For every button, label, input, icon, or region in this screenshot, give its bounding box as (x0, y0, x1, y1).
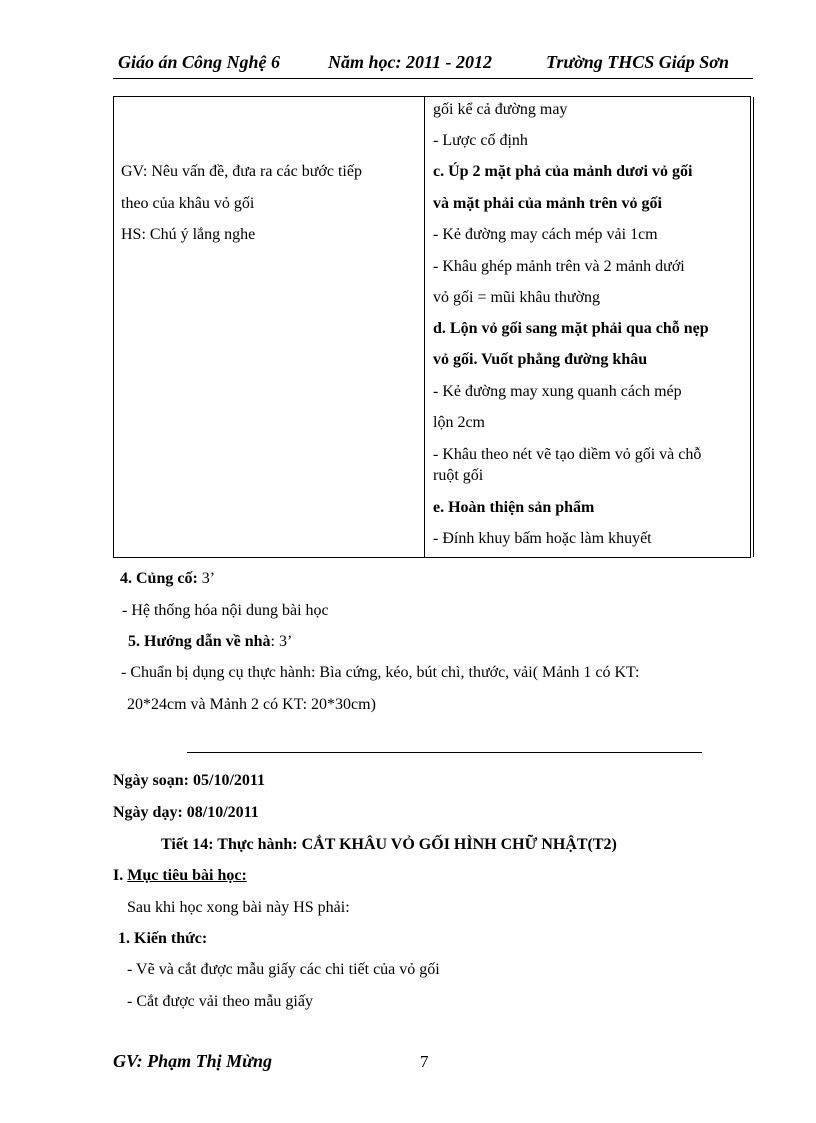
homework-line: - Chuẩn bị dụng cụ thực hành: Bìa cứng, kéo, bút chì, thước, vải( Mảnh 1 có KT: (121, 664, 640, 681)
objectives-title: Mục tiêu bài học: (127, 867, 247, 884)
right-cell-line: - Lược cố định (433, 132, 528, 149)
table-column-divider (424, 97, 425, 557)
left-cell-line: HS: Chú ý lắng nghe (121, 226, 256, 243)
right-cell-step-heading: và mặt phải của mảnh trên vỏ gối (433, 195, 662, 212)
right-cell-line: - Kẻ đường may xung quanh cách mép (433, 383, 682, 400)
right-cell-line: - Kẻ đường may cách mép vải 1cm (433, 226, 658, 243)
header-subject: Giáo án Công Nghệ 6 (118, 52, 281, 72)
section-homework (128, 633, 292, 651)
knowledge-heading: 1. Kiến thức: (118, 930, 208, 947)
section-consolidation-label: 4. Củng cố: (120, 570, 198, 587)
right-cell-line: vỏ gối = mũi khâu thường (433, 289, 601, 306)
section-homework-label: 5. Hướng dẫn về nhà (128, 633, 271, 650)
knowledge-item: - Vẽ và cắt được mẫu giấy các chi tiết của vỏ gối (127, 961, 440, 978)
objectives-prefix: I. (113, 867, 128, 884)
right-cell-step-heading: e. Hoàn thiện sản phẩm (433, 499, 595, 516)
table-right-edge (753, 97, 754, 557)
objectives-intro: Sau khi học xong bài này HS phải: (127, 899, 350, 916)
header-school: Trường THCS Giáp Sơn (546, 52, 729, 72)
teach-date: Ngày dạy: 08/10/2011 (113, 804, 259, 821)
prep-date: Ngày soạn: 05/10/2011 (113, 772, 266, 789)
homework-line: 20*24cm và Mảnh 2 có KT: 20*30cm) (127, 696, 376, 713)
footer-teacher: GV: Phạm Thị Mừng (113, 1051, 272, 1071)
page-number: 7 (420, 1052, 429, 1071)
right-cell-line: - Đính khuy bấm hoặc làm khuyết (433, 530, 652, 547)
left-cell-line: theo của khâu vỏ gối (121, 195, 255, 212)
right-cell-line: - Khâu theo nét vẽ tạo diềm vỏ gối và chỗ (433, 446, 702, 463)
lesson-title: Tiết 14: Thực hành: CẮT KHÂU VỎ GỐI HÌNH CHỮ NHẬT(T2) (161, 836, 617, 853)
section-separator (187, 752, 702, 753)
right-cell-step-heading: d. Lộn vỏ gối sang mặt phải qua chỗ nẹp (433, 320, 709, 337)
page-header (113, 52, 753, 79)
right-cell-line: ruột gối (433, 467, 484, 484)
section-consolidation (120, 570, 215, 588)
header-school-year: Năm học: 2011 - 2012 (328, 52, 492, 72)
objectives-heading (113, 867, 247, 885)
right-cell-line: - Khâu ghép mảnh trên và 2 mảnh dưới (433, 258, 685, 275)
knowledge-item: - Cắt được vải theo mẫu giấy (127, 993, 313, 1010)
right-cell-step-heading: vỏ gối. Vuốt phẳng đường khâu (433, 351, 648, 368)
left-cell-line: GV: Nêu vấn đề, đưa ra các bước tiếp (121, 163, 362, 180)
section-consolidation-time: 3’ (197, 570, 216, 587)
right-cell-line: gối kể cả đường may (433, 101, 568, 118)
activity-table (113, 96, 751, 558)
section-homework-time: : 3’ (270, 633, 293, 650)
right-cell-line: lộn 2cm (433, 414, 485, 431)
consolidation-item: - Hệ thống hóa nội dung bài học (122, 602, 329, 619)
right-cell-step-heading: c. Úp 2 mặt phả của mảnh dươi vỏ gối (433, 163, 693, 180)
